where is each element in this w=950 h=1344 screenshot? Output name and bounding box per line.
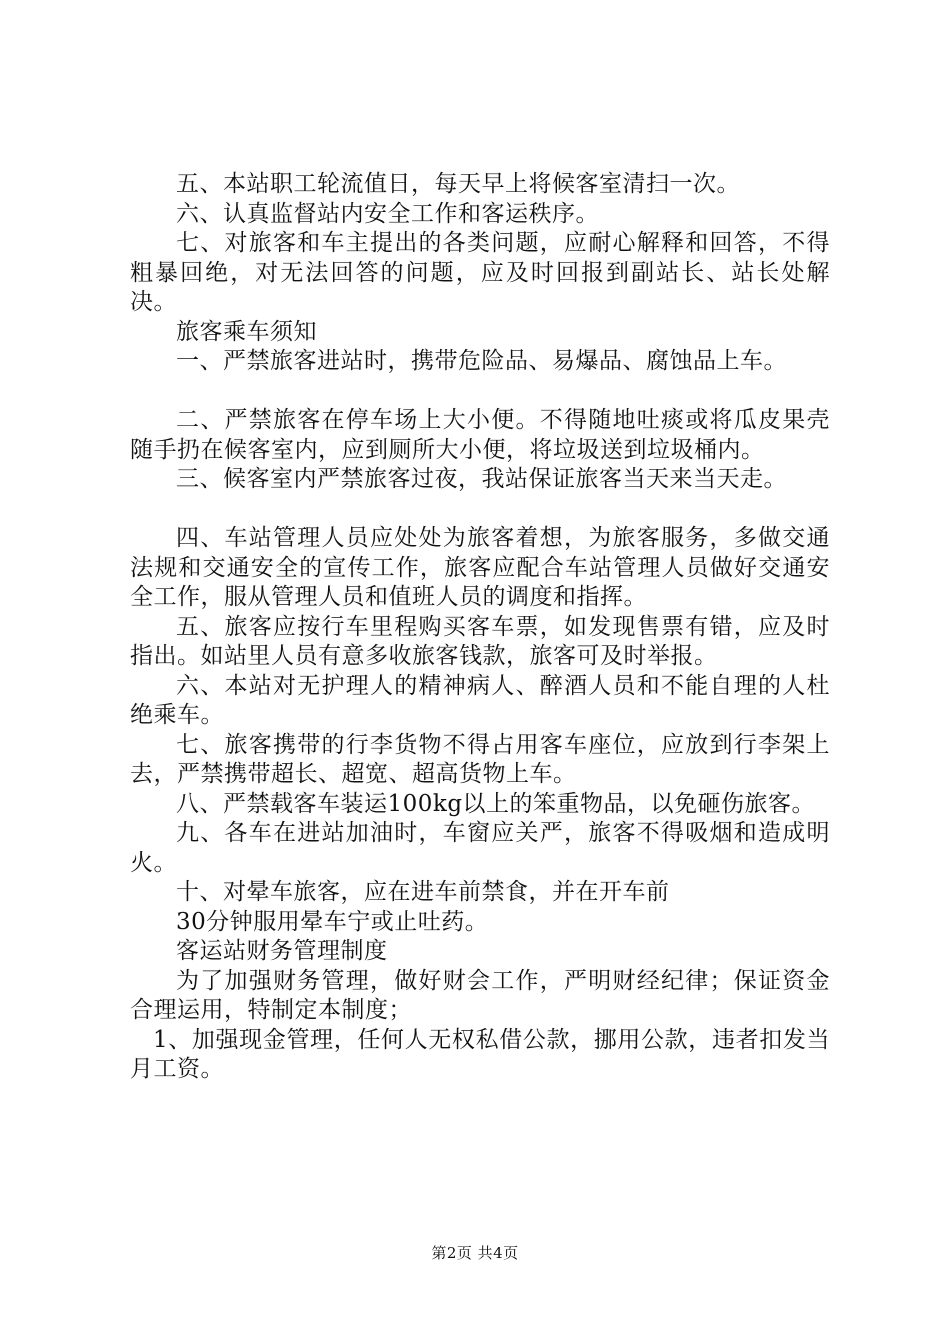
- paragraph-notice-10-continued: 30分钟服用晕车宁或止吐药。: [176, 908, 489, 935]
- paragraph-notice-4: 四、车站管理人员应处处为旅客着想，为旅客服务，多做交通法规和交通安全的宣传工作，旅客应配合车站管理人员做好交通安全工作，服从管理人员和值班人员的调度和指挥。: [130, 525, 830, 610]
- paragraph-safety-supervision: 六、认真监督站内安全工作和客运秩序。: [176, 200, 599, 227]
- paragraph-notice-2: 二、严禁旅客在停车场上大小便。不得随地吐痰或将瓜皮果壳随手扔在候客室内，应到厕所大小便，将垃圾送到垃圾桶内。: [130, 407, 830, 463]
- paragraph-notice-8: 八、严禁载客车装运100kg以上的笨重物品，以免砸伤旅客。: [176, 790, 816, 817]
- document-body: [130, 170, 830, 1085]
- paragraph-notice-3: 三、候客室内严禁旅客过夜，我站保证旅客当天来当天走。: [176, 466, 787, 492]
- paragraph-finance-intro: 为了加强财务管理，做好财会工作，严明财经纪律；保证资金合理运用，特制定本制度；: [130, 967, 830, 1023]
- paragraph-notice-10: 十、对晕车旅客，应在进车前禁食，并在开车前: [176, 879, 670, 905]
- paragraph-duty-rotation: 五、本站职工轮流值日，每天早上将候客室清扫一次。: [176, 171, 740, 197]
- paragraph-finance-1: 1、加强现金管理，任何人无权私借公款，挪用公款，违者扣发当月工资。: [130, 1026, 830, 1082]
- paragraph-notice-9: 九、各车在进站加油时，车窗应关严，旅客不得吸烟和造成明火。: [130, 820, 830, 876]
- paragraph-notice-7: 七、旅客携带的行李货物不得占用客车座位，应放到行李架上去，严禁携带超长、超宽、超高货物上车。: [130, 731, 830, 787]
- page-number-footer: 第2页 共4页: [431, 1244, 519, 1262]
- paragraph-notice-6: 六、本站对无护理人的精神病人、醉酒人员和不能自理的人杜绝乘车。: [130, 672, 830, 728]
- section-heading-passenger-notice: 旅客乘车须知: [176, 318, 317, 345]
- paragraph-notice-5: 五、旅客应按行车里程购买客车票，如发现售票有错，应及时指出。如站里人员有意多收旅客钱款，旅客可及时举报。: [130, 613, 830, 669]
- paragraph-passenger-questions: 七、对旅客和车主提出的各类问题，应耐心解释和回答，不得粗暴回绝，对无法回答的问题，应及时回报到副站长、站长处解决。: [130, 230, 830, 315]
- section-heading-finance-rules: 客运站财务管理制度: [176, 938, 388, 964]
- paragraph-notice-1: 一、严禁旅客进站时，携带危险品、易爆品、腐蚀品上车。: [176, 348, 787, 374]
